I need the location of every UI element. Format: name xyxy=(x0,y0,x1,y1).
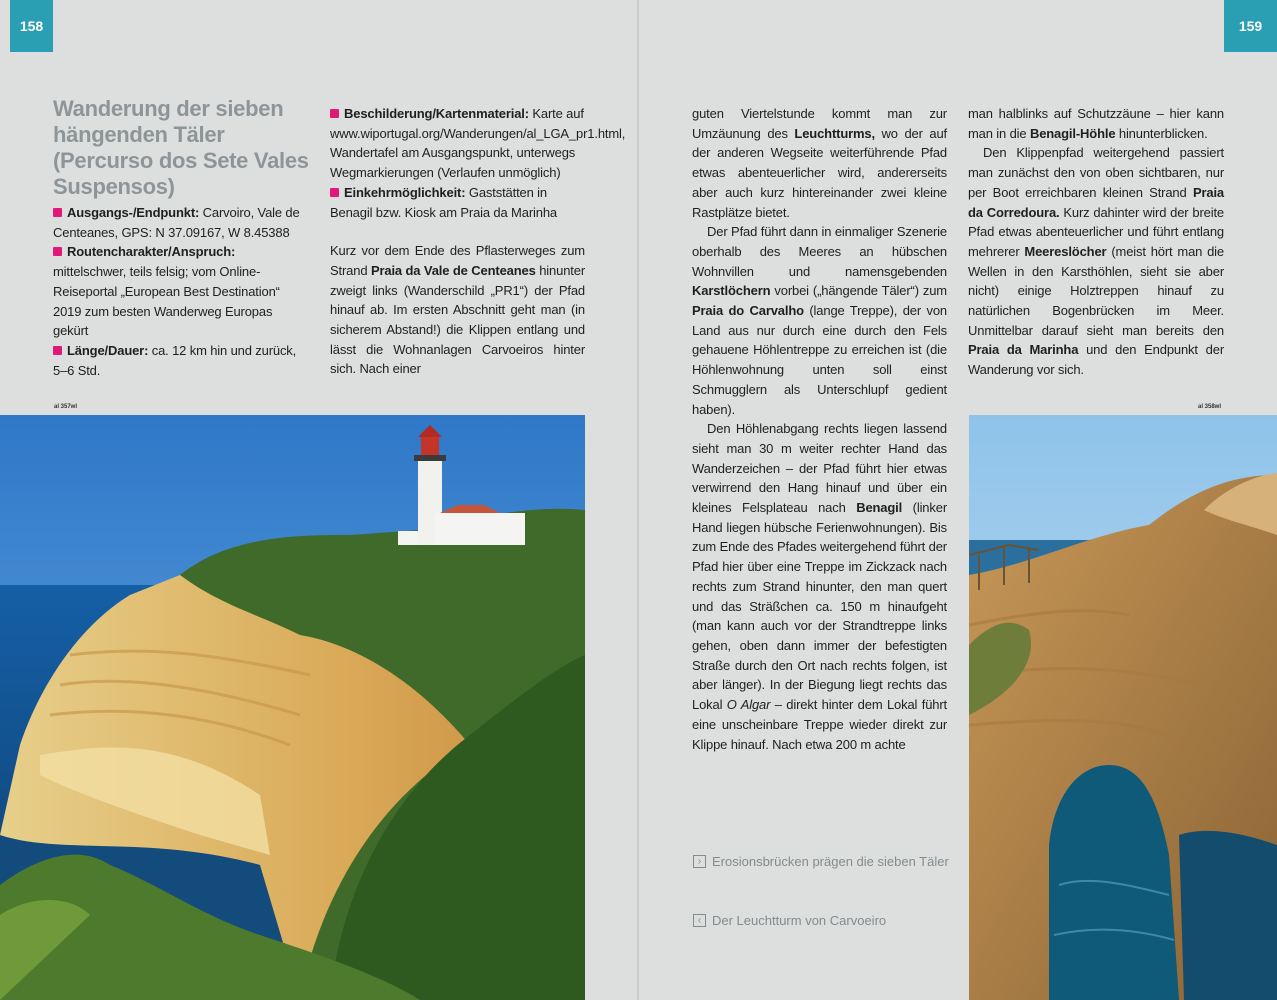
info-box-left xyxy=(53,203,310,380)
info-label: Routencharakter/Anspruch: xyxy=(67,244,236,260)
body-italic: O Algar xyxy=(726,697,771,713)
body-bold: Praia da Vale de Centeanes xyxy=(370,262,536,278)
info-label: Beschilderung/Kartenmaterial: xyxy=(344,106,529,121)
info-item-length xyxy=(53,341,310,380)
body-text: Der Pfad führt dann in einmaliger Szenerie oberhalb des Meeres an hübschen Wohnvillen und namensgebenden xyxy=(692,224,947,279)
body-text: – direkt hinter dem Lokal führt eine unscheinbare Treppe wieder direkt zur Klippe hinauf. Nach etwa 200 m achte xyxy=(692,697,947,752)
body-paragraph xyxy=(968,143,1224,379)
lighthouse-illustration xyxy=(0,415,585,1000)
bullet-icon xyxy=(53,346,62,355)
info-label: Ausgangs-/Endpunkt: xyxy=(67,205,200,220)
body-text: (lange Treppe), der von Land aus nur durch eine durch den Fels gehauene Höhlentreppe zu erreichen ist (die Höhlenwohnung unten soll einst Schmugglern als Unterschlupf gedient haben). xyxy=(692,303,947,417)
bullet-icon xyxy=(53,247,62,256)
body-bold: Praia da Marinha xyxy=(968,342,1079,358)
body-text: Den Klippenpfad weitergehend passiert man zunächst den von oben sichtbaren, nur per Boot erreichbaren kleinen Strand xyxy=(968,145,1224,200)
info-text: mittelschwer, teils felsig; vom Online-Reiseportal „European Best Destination“ 2019 zum besten Wanderweg Europas gekürt xyxy=(53,264,280,339)
body-text: Kurz dahinter wird der breite Pfad etwas abenteuerlicher und führt entlang mehrerer xyxy=(968,204,1224,259)
body-bold: Karstlöchern xyxy=(692,283,771,299)
body-text: und den Endpunkt der Wanderung vor sich. xyxy=(968,342,1224,378)
arrow-left-icon: ‹ xyxy=(693,914,706,927)
body-text: (linker Hand liegen hübsche Ferienwohnungen). Bis zum Ende des Pfades weitergehend führt der Pfad hier über eine Treppe im Zickzack nach rechts zum Strand hinunter, den man quert und das Sträßchen ca. 150 m hinaufgeht (man kann auch vor der Strandtreppe links gehen, oben dann immer der befestigten Straße durch den Ort nach rechts folgen, ist aber länger). In der Biegung liegt rechts das Lokal xyxy=(692,500,947,713)
body-text: Den Höhlenabgang rechts liegen lassend sieht man 30 m weiter rechter Hand das Wanderzeichen – der Pfad führt hier etwas verwirrend den Hang hinauf und über ein kleines Felsplateau nach xyxy=(692,421,947,516)
body-bold: Praia do Carvalho xyxy=(692,303,804,319)
body-bold: Leuchtturms, xyxy=(794,125,875,141)
lighthouse-photo xyxy=(0,415,585,1000)
info-item-start xyxy=(53,203,310,242)
body-paragraph xyxy=(330,241,585,379)
body-text: wo der auf der anderen Wegseite weiterführende Pfad etwas abenteuerlicher wird, andererseits aber auch kurz hintereinander zwei kleine Rastplätze bietet. xyxy=(692,125,947,220)
body-paragraph xyxy=(692,419,947,754)
bullet-icon xyxy=(330,188,339,197)
info-label: Länge/Dauer: xyxy=(67,342,149,358)
column-four xyxy=(968,104,1224,380)
body-paragraph xyxy=(968,104,1224,143)
info-text: ca. 12 km hin und zurück, 5–6 Std. xyxy=(53,342,297,378)
bullet-icon xyxy=(53,208,62,217)
page-number-right: 159 xyxy=(1224,0,1277,52)
info-item-signage xyxy=(330,104,626,183)
info-text: Carvoiro, Vale de Centeanes, GPS: N 37.09167, W 8.45388 xyxy=(53,205,300,240)
photo-credit-left: al 357wl xyxy=(54,404,78,410)
info-item-food xyxy=(330,183,585,222)
photo-caption-right xyxy=(693,854,949,869)
photo-caption-left xyxy=(693,913,886,928)
body-text: (meist hört man die Wellen in den Karsthöhlen, sieht sie aber nicht) einige Holztreppen hinauf zu natürlichen Bogenbrücken im Meer. Unmittelbar darauf sieht man bereits den xyxy=(968,243,1225,338)
body-text: hinunter zweigt links (Wanderschild „PR1“) der Pfad hinauf ab. Im ersten Abschnitt geht man (in sicherem Abstand!) die Klippen entlang und lässt die Wohnanlagen Carvoeiros hinter sich. Nach einer xyxy=(330,262,585,377)
info-label: Einkehrmöglichkeit: xyxy=(344,184,466,200)
column-two xyxy=(330,104,626,379)
body-text: Kurz vor dem Ende des Pflasterweges zum Strand xyxy=(330,243,585,278)
photo-credit-right: al 358wl xyxy=(1198,404,1222,410)
rock-arch-illustration xyxy=(969,415,1277,1000)
page-number-left: 158 xyxy=(10,0,53,52)
caption-text: Der Leuchtturm von Carvoeiro xyxy=(712,913,887,928)
column-three xyxy=(692,104,947,754)
body-bold: Meereslöcher xyxy=(1024,243,1107,259)
caption-text: Erosionsbrücken prägen die sieben Täler xyxy=(712,854,949,869)
bullet-icon xyxy=(330,109,339,118)
rock-arch-photo xyxy=(969,415,1277,1000)
arrow-right-icon: › xyxy=(693,855,706,868)
body-bold: Benagil-Höhle xyxy=(1029,125,1116,141)
left-page xyxy=(0,0,637,1000)
info-text: Gaststätten in Benagil bzw. Kiosk am Praia da Marinha xyxy=(330,184,557,220)
body-text: vorbei („hängende Täler“) zum xyxy=(770,283,947,299)
body-paragraph xyxy=(692,104,947,222)
body-text: man halblinks auf Schutzzäune – hier kann man in die xyxy=(968,106,1224,141)
info-item-character xyxy=(53,242,310,341)
body-text: hinunterblicken. xyxy=(1115,125,1208,141)
body-bold: Praia da Corredoura. xyxy=(968,184,1224,220)
article-title: Wanderung der sieben hängenden Täler (Percurso dos Sete Vales Suspensos) xyxy=(53,96,309,199)
body-text: guten Viertelstunde kommt man zur Umzäunung des xyxy=(692,106,947,141)
info-text: Karte auf www.wiportugal.org/Wanderungen/al_LGA_pr1.html, Wandertafel am Ausgangspunkt, unterwegs Wegmarkierungen (Verlaufen unmöglich) xyxy=(330,106,626,181)
body-bold: Benagil xyxy=(856,500,903,516)
body-paragraph xyxy=(692,222,947,419)
